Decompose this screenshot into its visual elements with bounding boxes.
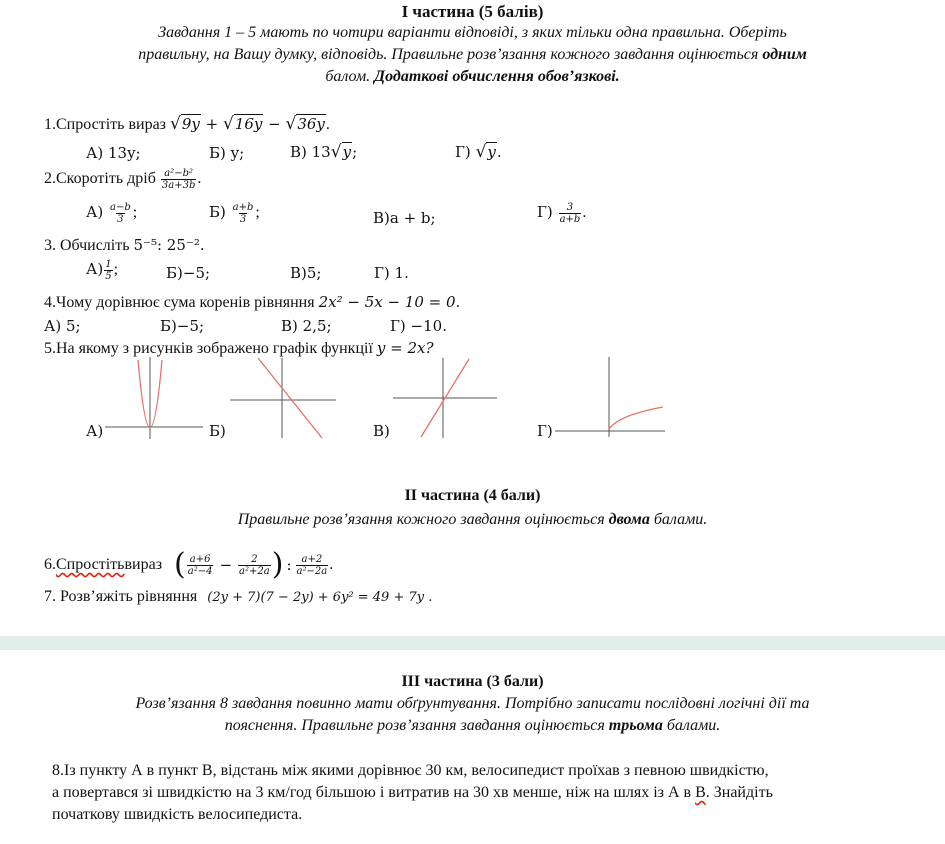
- line-graph: [258, 358, 322, 438]
- numerator: 3: [566, 202, 574, 213]
- part1-title: I частина (5 балів): [401, 2, 544, 21]
- q5-option-b: Б): [209, 422, 226, 440]
- question-4: [44, 293, 460, 312]
- q6-word-spellcheck: Спростіть: [56, 556, 125, 573]
- q2-option-d: [537, 202, 586, 225]
- q1-option-b: Б) y;: [209, 144, 245, 162]
- part2-intro: [0, 511, 945, 529]
- q5-function: y = 2x?: [376, 339, 434, 357]
- sqrt-9y: √9y: [170, 114, 200, 134]
- q1-option-d: [455, 142, 502, 162]
- q4-equation: 2x² − 5x − 10 = 0.: [318, 293, 461, 311]
- q8-line3: початкову швидкість велосипедиста.: [52, 806, 303, 823]
- q3-option-c: В)5;: [290, 264, 322, 282]
- q1-option-c: [290, 142, 357, 162]
- intro-text: балами.: [662, 717, 721, 734]
- option-label: Б): [209, 203, 231, 222]
- fraction: [187, 554, 214, 577]
- part3-intro-line2: [0, 717, 945, 735]
- sqrt-36y: √36y: [285, 114, 325, 134]
- q3-option-b: Б)−5;: [166, 264, 211, 282]
- q8-text: . Знайдіть: [705, 784, 773, 801]
- q4-option-b: Б)−5;: [160, 317, 205, 335]
- denominator: 5: [105, 271, 112, 282]
- numerator: a+b: [232, 202, 254, 213]
- section-divider-band: [0, 636, 945, 650]
- fraction: [109, 202, 132, 225]
- paren-close: ): [271, 547, 284, 582]
- q4-option-a: А) 5;: [44, 317, 81, 335]
- q2-option-b: [209, 202, 260, 225]
- fraction: [296, 554, 329, 577]
- q2-option-a: [86, 202, 137, 225]
- punct: ;: [113, 261, 119, 279]
- denominator: a+b: [559, 214, 581, 225]
- radicand: 9y: [181, 115, 200, 133]
- punct: .: [325, 116, 330, 133]
- part1-intro-line1: Завдання 1 – 5 мають по чотири варіанти відповіді, з яких тільки одна правильна. Оберіть: [158, 24, 787, 41]
- intro-bold: двома: [608, 511, 650, 528]
- part2-title: II частина (4 бали): [404, 487, 541, 504]
- fraction: [238, 554, 271, 577]
- q5-option-c: В): [373, 422, 390, 440]
- part1-intro-line2: [0, 46, 945, 64]
- question-1: [44, 114, 330, 134]
- intro-text: балами.: [649, 511, 708, 528]
- numerator: 1: [105, 259, 112, 270]
- q3-text: 3. Обчисліть: [44, 237, 134, 254]
- punct: ;: [255, 204, 260, 222]
- punct: .: [197, 170, 202, 188]
- radicand: y: [342, 143, 352, 161]
- question-2: [44, 168, 201, 191]
- question-3: [44, 236, 205, 255]
- q8-text: а повертався зі швидкістю на 3 км/год більшою і витратив на 30 хв менше, ніж на шлях із А в: [52, 784, 696, 801]
- sqrt-y: √y: [330, 142, 352, 162]
- intro-bold: одним: [762, 46, 807, 63]
- fraction: [232, 202, 255, 225]
- q1-option-a: А) 13y;: [86, 144, 141, 162]
- operator: :: [286, 556, 292, 574]
- punct: .: [329, 556, 334, 573]
- punct: .: [496, 143, 502, 161]
- fraction: [104, 259, 112, 282]
- q5-option-a: А): [86, 422, 104, 440]
- operator: −: [263, 115, 286, 133]
- sqrt-16y: √16y: [222, 114, 263, 134]
- numerator: a²−b²: [164, 168, 193, 179]
- q3-option-d: Г) 1.: [374, 264, 409, 282]
- intro-text: пояснення. Правильне розв’язання завдання оцінюється: [224, 717, 609, 734]
- denominator: 3: [239, 214, 247, 225]
- q6-text: вираз: [124, 556, 163, 573]
- denominator: a²−4: [187, 565, 213, 577]
- q8-spellcheck-word: В: [695, 784, 706, 801]
- part1-intro-line3: [0, 68, 945, 86]
- operator: +: [200, 115, 223, 133]
- numerator: a+6: [189, 553, 211, 565]
- radicand: y: [487, 143, 496, 161]
- radicand: 36y: [297, 115, 325, 133]
- punct: .: [582, 204, 587, 222]
- denominator: a²+2a: [239, 565, 270, 577]
- fraction: [161, 168, 196, 191]
- q7-text: 7. Розв’яжіть рівняння: [44, 588, 198, 605]
- q6-number: 6.: [44, 556, 56, 573]
- denominator: 3a+3b: [161, 180, 196, 191]
- intro-bold: Додаткові обчислення обов’язкові.: [374, 68, 620, 85]
- q5-text: 5.На якому з рисунків зображено графік функції: [44, 340, 377, 357]
- intro-text: правильну, на Вашу думку, відповідь. Правильне розв’язання кожного завдання оцінюється: [138, 46, 763, 63]
- graph-c-increasing-line: [393, 358, 499, 440]
- punct: ;: [132, 204, 138, 222]
- radicand: 16y: [234, 115, 263, 133]
- operator: −: [219, 556, 233, 574]
- intro-bold: трьома: [608, 717, 663, 734]
- option-label: А): [86, 260, 104, 279]
- graph-a-parabola: [105, 355, 205, 440]
- graph-b-decreasing-line: [230, 358, 338, 440]
- q2-option-c: В)a + b;: [373, 209, 436, 227]
- intro-text: балом.: [325, 68, 375, 85]
- fraction: [559, 202, 582, 225]
- q1-text: 1.Спростіть вираз: [44, 116, 170, 133]
- punct: ;: [352, 143, 358, 161]
- question-5: [44, 339, 434, 358]
- part3-intro-line1: Розв’язання 8 завдання повинно мати обґрунтування. Потрібно записати послідовні логічні дії та: [135, 695, 810, 712]
- q8-line2: [52, 784, 773, 802]
- part3-title: III частина (3 бали): [401, 673, 544, 690]
- denominator: a²−2a: [296, 565, 328, 577]
- q8-line1: 8.Із пункту А в пункт В, відстань між якими дорівнює 30 км, велосипедист проїхав з певною швидкістю,: [52, 762, 769, 779]
- q7-equation: (2y + 7)(7 − 2y) + 6y² = 49 + 7y .: [207, 590, 433, 605]
- sqrt-curve: [609, 407, 663, 429]
- question-6: [44, 547, 334, 582]
- paren-open: (: [174, 547, 186, 582]
- q3-expression: 5⁻⁵: 25⁻².: [133, 236, 205, 254]
- q2-text: 2.Скоротіть дріб: [44, 170, 160, 188]
- intro-text: Правильне розв’язання кожного завдання оцінюється: [237, 511, 609, 528]
- q4-option-d: Г) −10.: [390, 317, 447, 335]
- q3-option-a: [86, 259, 118, 282]
- option-prefix: В) 13: [290, 143, 331, 161]
- q4-text: 4.Чому дорівнює сума коренів рівняння: [44, 294, 319, 311]
- numerator: 2: [251, 553, 258, 565]
- option-prefix: Г): [455, 143, 476, 161]
- option-label: А): [86, 203, 108, 222]
- denominator: 3: [117, 214, 124, 225]
- q5-option-d: Г): [537, 422, 553, 440]
- graph-d-sqrt-curve: [555, 357, 667, 439]
- option-label: Г): [537, 203, 558, 222]
- question-7: [44, 588, 432, 606]
- q4-option-c: В) 2,5;: [281, 317, 332, 335]
- numerator: a+2: [301, 553, 323, 565]
- numerator: a−b: [109, 202, 131, 213]
- sqrt-y: √y: [475, 142, 496, 162]
